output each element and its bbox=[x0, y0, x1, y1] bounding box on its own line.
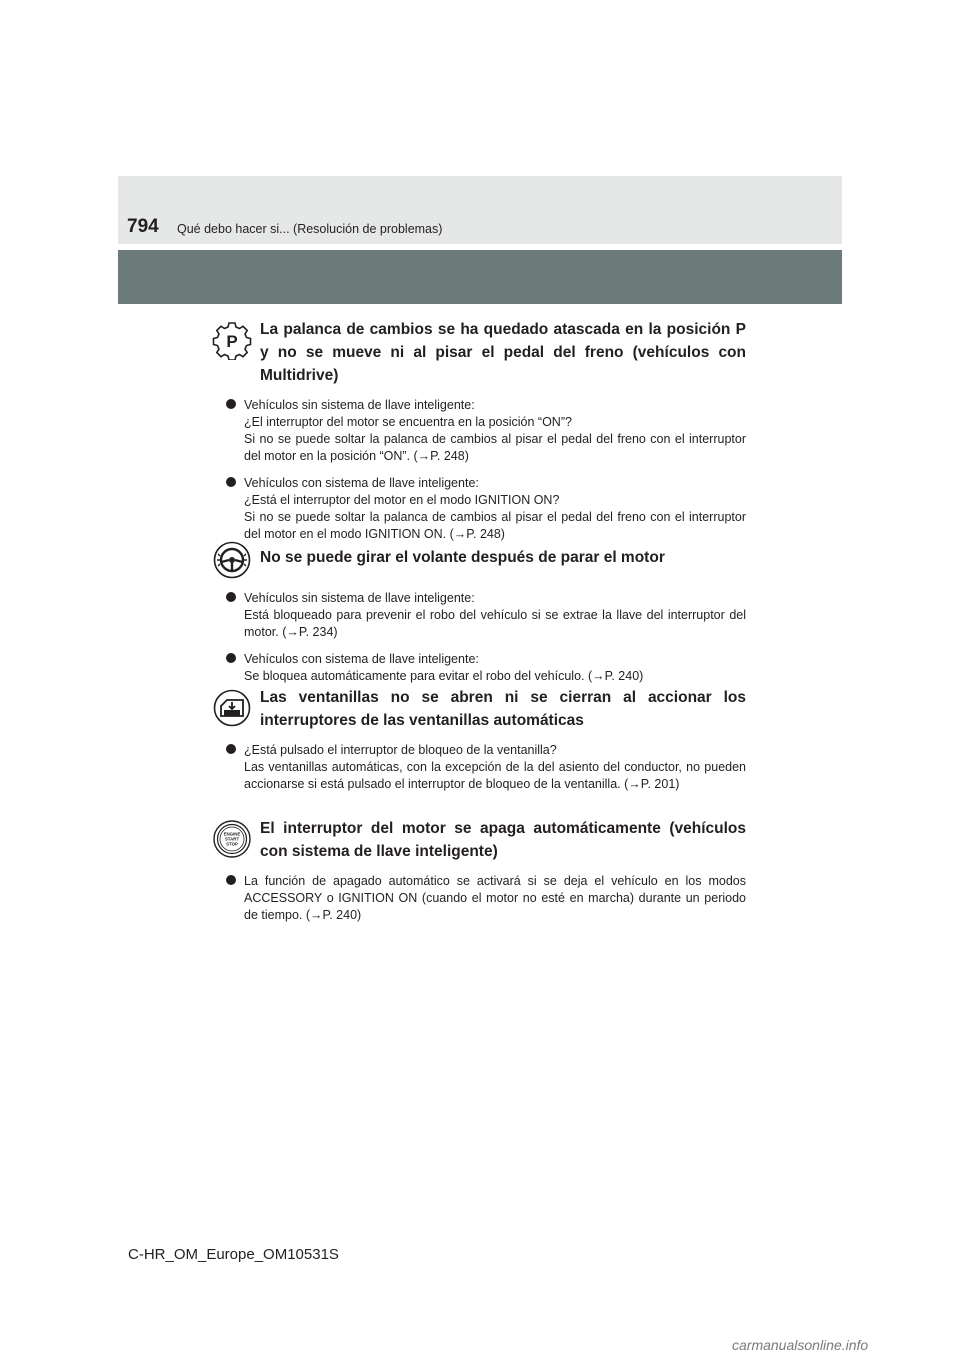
section-header bbox=[212, 686, 746, 732]
power-window-icon bbox=[212, 688, 252, 728]
chapter-title: Qué debo hacer si... (Resolución de problemas) bbox=[177, 222, 443, 236]
bullet-dot bbox=[226, 875, 236, 885]
svg-text:START: START bbox=[224, 836, 240, 842]
section-title: No se puede girar el volante después de parar el motor bbox=[260, 549, 665, 566]
bullet-dot bbox=[226, 592, 236, 602]
bullet-dot bbox=[226, 653, 236, 663]
section-title: El interruptor del motor se apaga automáticamente (vehículos con sistema de llave inteligente) bbox=[260, 820, 746, 860]
svg-text:ENGINE: ENGINE bbox=[223, 831, 241, 837]
section-auto-power-off bbox=[212, 817, 746, 924]
bullet-dot bbox=[226, 477, 236, 487]
section-title: Las ventanillas no se abren ni se cierran al accionar los interruptores de las ventanillas automáticas bbox=[260, 689, 746, 729]
section-title: La palanca de cambios se ha quedado atascada en la posición P y no se mueve ni al pisar el pedal del freno (vehículos con Multidrive) bbox=[260, 321, 746, 384]
list-item: Vehículos con sistema de llave inteligente: Se bloquea automáticamente para evitar el robo del vehículo. (→P. 240) bbox=[226, 651, 746, 685]
section-power-windows bbox=[212, 686, 746, 793]
list-item: Vehículos sin sistema de llave inteligente: Está bloqueado para prevenir el robo del vehículo si se extrae la llave del interruptor del motor. (→P. 234) bbox=[226, 590, 746, 641]
section-steering-lock bbox=[212, 538, 746, 685]
document-code: C-HR_OM_Europe_OM10531S bbox=[128, 1246, 339, 1263]
bullet-dot bbox=[226, 744, 236, 754]
svg-text:STOP: STOP bbox=[226, 841, 238, 847]
list-item: Vehículos sin sistema de llave inteligente: ¿El interruptor del motor se encuentra en la posición “ON”? Si no se puede soltar la palanca de cambios al pisar el pedal del freno con el interruptor del motor en la posición “ON”. (→P. 248) bbox=[226, 397, 746, 465]
section-header bbox=[212, 538, 746, 578]
svg-text:P: P bbox=[226, 332, 238, 351]
bullet-dot bbox=[226, 399, 236, 409]
list-item: ¿Está pulsado el interruptor de bloqueo de la ventanilla? Las ventanillas automáticas, con la excepción de la del asiento del conductor, no pueden accionarse si está pulsado el interruptor de bloqueo de la ventanilla. (→P. 201) bbox=[226, 742, 746, 793]
header-band-dark bbox=[118, 250, 842, 304]
page-number: 794 bbox=[127, 216, 159, 237]
section-shift-lever bbox=[212, 318, 746, 543]
engine-start-stop-icon bbox=[212, 819, 252, 859]
section-header bbox=[212, 817, 746, 863]
gear-p-icon bbox=[212, 320, 252, 360]
list-item: La función de apagado automático se activará si se deja el vehículo en los modos ACCESSORY o IGNITION ON (cuando el motor no esté en marcha) durante un periodo de tiempo. (→P. 240) bbox=[226, 873, 746, 924]
section-header bbox=[212, 318, 746, 387]
list-item: Vehículos con sistema de llave inteligente: ¿Está el interruptor del motor en el modo IGNITION ON? Si no se puede soltar la palanca de cambios al pisar el pedal del freno con el interruptor del motor en el modo IGNITION ON. (→P. 248) bbox=[226, 475, 746, 543]
watermark: carmanualsonline.info bbox=[732, 1337, 869, 1353]
steering-wheel-lock-icon bbox=[212, 540, 252, 580]
